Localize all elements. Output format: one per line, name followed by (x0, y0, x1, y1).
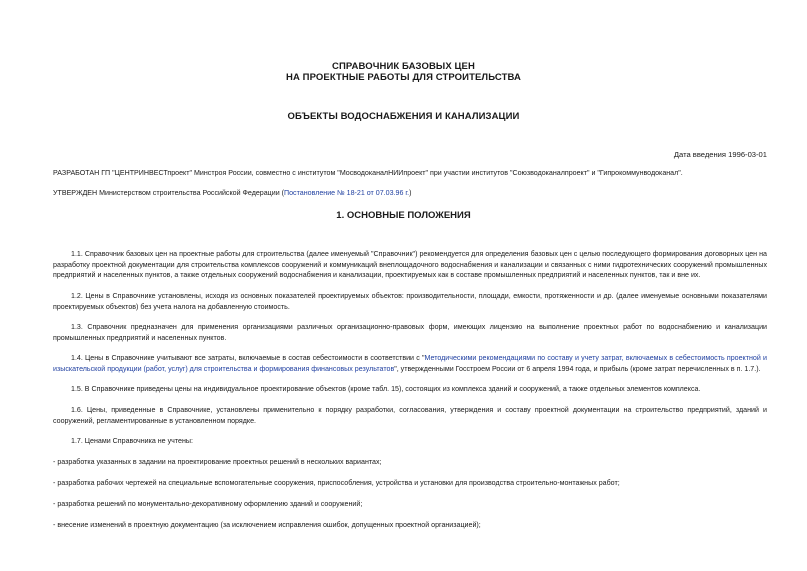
paragraph-1-6: 1.6. Цены, приведенные в Справочнике, установлены применительно к порядку разработки, согласования, утверждения и составу проектной документации на строительство предприятий, зданий и сооружений, регламентированные в установленном порядке. (53, 406, 767, 425)
list-item: - разработка указанных в задании на проектирование проектных решений в нескольких вариантах; (53, 458, 382, 466)
methodical-recommendations-link[interactable]: Методическими рекомендациями по составу и учету затрат, включаемых в себестоимость проектной и изыскательской продукции (работ, услуг) для строительства и формирования финансовых результатов (53, 354, 767, 373)
list-item: - внесение изменений в проектную документацию (за исключением исправления ошибок, допущенных проектной организацией); (53, 521, 481, 529)
developed-by: РАЗРАБОТАН ГП "ЦЕНТРИНВЕСТпроект" Минстроя России, совместно с институтом "МосводоканалНИИпроект" при участии институтов "Союзводоканалпроект" и "Гипрокоммунводоканал". (53, 169, 683, 177)
section-title: 1. ОСНОВНЫЕ ПОЛОЖЕНИЯ (336, 210, 471, 221)
document-title-line1: СПРАВОЧНИК БАЗОВЫХ ЦЕН (332, 61, 475, 72)
list-item: - разработка рабочих чертежей на специальные вспомогательные сооружения, приспособления, устройства и установки для производства строительно-монтажных работ; (53, 479, 620, 487)
paragraph-1-3: 1.3. Справочник предназначен для применения организациями различных организационно-правовых форм, имеющих лицензию на выполнение проектных работ по водоснабжению и канализации промышленных предприятий и населенных пунктов. (53, 323, 767, 342)
decree-link[interactable]: Постановление № 18-21 от 07.03.96 г. (284, 189, 410, 197)
paragraph-1-4-end: ", утвержденными Госстроем России от 6 апреля 1994 года, и прибыль (кроме затрат перечисленных в п. 1.7.). (394, 364, 761, 373)
document-subtitle: ОБЪЕКТЫ ВОДОСНАБЖЕНИЯ И КАНАЛИЗАЦИИ (287, 111, 520, 122)
paragraph-1-1: 1.1. Справочник базовых цен на проектные работы для строительства (далее именуемый "Справочник") рекомендуется для определения базовых цен с целью последующего формирования договорных цен на разработку проектной документации для строительства комплексов сооружений и коммуникаций внеплощадочного водоснабжения и канализации и связанных с ними гидротехнических сооружений промышленных предприятий и населенных пунктов, а также отдельных сооружений водоснабжения и канализации, проектируемых как в составе промышленных предприятий и населенных пунктов, так и вне их. (53, 250, 767, 279)
paragraph-1-4 (53, 353, 767, 374)
document-title-line2: НА ПРОЕКТНЫЕ РАБОТЫ ДЛЯ СТРОИТЕЛЬСТВА (286, 72, 521, 83)
approved-text: УТВЕРЖДЕН Министерством строительства Российской Федерации ( (53, 189, 285, 197)
paragraph-1-4-start: 1.4. Цены в Справочнике учитывают все затраты, включаемые в состав себестоимости в соответствии с " (71, 354, 425, 362)
list-item: - разработка решений по монументально-декоративному оформлению зданий и сооружений; (53, 500, 363, 508)
effective-date: Дата введения 1996-03-01 (673, 150, 767, 159)
paragraph-1-5: 1.5. В Справочнике приведены цены на индивидуальное проектирование объектов (кроме табл. 15), состоящих из комплекса зданий и сооружений, а также отдельных элементов комплекса. (71, 385, 701, 393)
paragraph-1-2: 1.2. Цены в Справочнике установлены, исходя из основных показателей проектируемых объектов: производительности, площади, емкости, протяженности и др. (далее именуемые основными показателями проектируемых объектов) без учета налога на добавленную стоимость. (53, 292, 767, 311)
approved-end: ) (409, 189, 412, 197)
approved-by (53, 188, 767, 199)
paragraph-1-7: 1.7. Ценами Справочника не учтены: (71, 437, 193, 445)
